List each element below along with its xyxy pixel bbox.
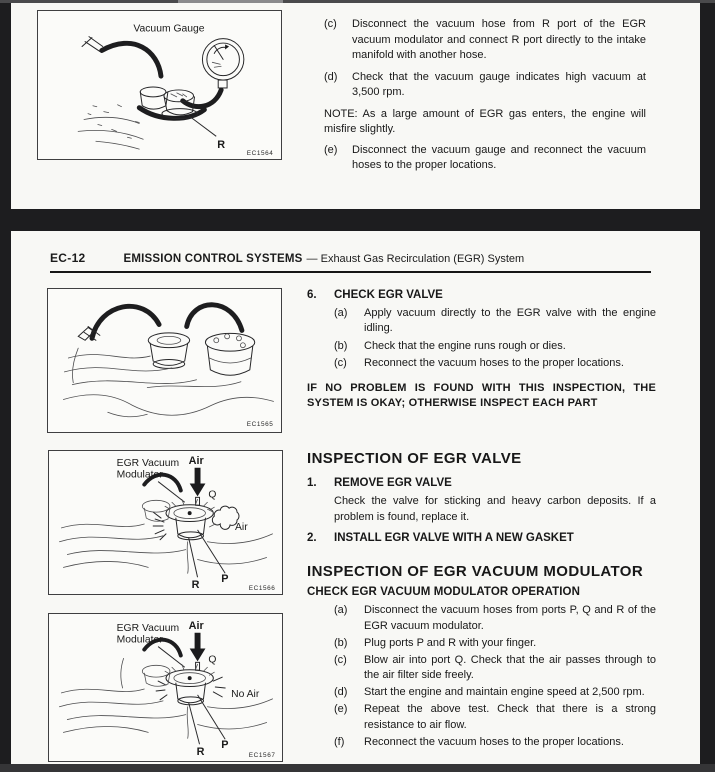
inspection-egr-valve-heading: INSPECTION OF EGR VALVE [307,449,522,467]
egr-valve [148,333,189,369]
item-text: Disconnect the vacuum hose from R port of the EGR vacuum modulator and connect R port directly to the intake manifold with another hose. [352,18,646,61]
item-marker: (c) [334,653,347,666]
figure-egr-valve-check [47,288,282,433]
item-marker: (e) [324,143,338,156]
header-subtitle: — Exhaust Gas Recirculation (EGR) System [306,253,525,265]
item-marker: (c) [334,357,347,369]
scan-edge-strip-bottom [0,764,715,772]
item-text: Repeat the above test. Check that there is a strong resistance to air flow. [364,703,656,731]
list-item [324,143,646,174]
port-label-r: R [196,746,205,759]
list-item [334,685,656,701]
section-6-heading [307,288,656,304]
check-operation-subheading: CHECK EGR VACUUM MODULATOR OPERATION [307,585,580,598]
step-1-heading [307,476,656,492]
port-label-p: P [221,739,229,752]
figure-modulator-air [48,450,283,595]
item-marker: (e) [334,703,348,715]
conclusion-text: IF NO PROBLEM IS FOUND WITH THIS INSPECTION, THE SYSTEM IS OKAY; OTHERWISE INSPECT EACH PART [307,381,656,409]
section-title: CHECK EGR VALVE [334,289,443,301]
air-puff-left [153,512,166,540]
vacuum-gauge-drawing [38,11,281,159]
engine-texture [78,105,143,149]
list-item [324,17,646,64]
port-label-p: P [221,573,229,586]
item-text: Disconnect the vacuum gauge and reconnect the vacuum hoses to the proper locations. [352,143,646,171]
list-item [334,735,656,751]
air-top-label: Air [188,454,204,467]
modulator-label-line2: Modulator [116,634,163,646]
figure-modulator-no-air [48,613,283,762]
figure-vacuum-gauge [37,10,282,160]
item-text: Check that the engine runs rough or dies. [364,339,566,352]
figure-number: EC1565 [246,421,274,429]
list-item [334,356,656,372]
air-top-label: Air [188,619,204,632]
engine-outline [142,500,272,564]
section-number: 6. [307,289,317,301]
port-label-r: R [191,579,200,592]
item-text: Reconnect the vacuum hoses to the proper locations. [364,357,624,369]
list-item [334,702,656,733]
item-marker: (c) [324,18,337,30]
inspection-modulator-heading: INSPECTION OF EGR VACUUM MODULATOR [307,562,644,580]
item-marker: (b) [334,339,348,352]
modulator-label-line1: EGR Vacuum [116,457,180,469]
modulator-label-line2: Modulator [116,469,163,481]
modulator-air-drawing [49,451,282,594]
vacuum-modulator [205,333,254,375]
vacuum-hoses [59,524,185,567]
gauge-icon [202,39,243,88]
step-title: REMOVE EGR VALVE [334,476,452,489]
air-right-label: Air [235,521,248,533]
list-item [334,653,656,684]
vacuum-modulator [165,499,214,573]
item-marker: (d) [324,70,338,83]
list-item [334,603,656,634]
previous-page-fragment [11,3,700,209]
modulator-no-air-drawing [49,614,282,761]
item-text: Apply vacuum directly to the EGR valve with the engine idling. [364,306,656,334]
step-title: INSTALL EGR VALVE WITH A NEW GASKET [334,532,574,544]
step-number: 2. [307,532,317,544]
item-text: Plug ports P and R with your finger. [364,636,537,649]
figure-caption: Vacuum Gauge [133,23,205,35]
item-marker: (f) [334,735,345,748]
no-air-label: No Air [231,688,260,700]
item-marker: (a) [334,306,348,319]
page-header [50,251,651,273]
figure-number: EC1567 [248,752,276,760]
down-arrow-icon [190,468,206,497]
page-code: EC-12 [50,251,86,265]
egr-valve-drawing [48,289,281,432]
port-label-q: Q [208,489,217,501]
list-item [324,70,646,101]
list-item [334,339,656,355]
modulator-items [334,603,656,750]
step-2-heading [307,531,656,547]
port-label-q: Q [208,654,217,666]
step-number: 1. [307,476,317,489]
modulator-label-line1: EGR Vacuum [116,622,180,634]
section-6-items [334,306,656,372]
list-item [334,636,656,652]
item-text: Check that the vacuum gauge indicates high vacuum at 3,500 rpm. [352,70,646,98]
figure-number: EC1564 [246,150,274,158]
item-marker: (d) [334,686,348,698]
procedure-text-column [307,284,656,750]
down-arrow-icon [190,633,206,662]
vacuum-modulator [165,664,214,738]
manual-page-ec12 [11,231,700,764]
port-label-r: R [217,139,226,152]
previous-page-instructions [324,11,646,180]
item-text: Start the engine and maintain engine speed at 2,500 rpm. [364,686,645,698]
list-item [334,306,656,337]
engine-outline [63,348,273,417]
item-marker: (a) [334,604,348,616]
step-1-body: Check the valve for sticking and heavy carbon deposits. If a problem is found, replace it. [334,495,656,523]
header-title: EMISSION CONTROL SYSTEMS [123,253,303,265]
item-marker: (b) [334,636,348,649]
item-text: Disconnect the vacuum hoses from ports P, Q and R of the EGR vacuum modulator. [364,604,656,632]
item-text: Blow air into port Q. Check that the air passes through to the air filter side freely. [364,653,656,681]
item-text: Reconnect the vacuum hoses to the proper locations. [364,735,624,748]
figure-number: EC1566 [248,585,276,593]
note-text: NOTE: As a large amount of EGR gas enters, the engine will misfire slightly. [324,107,646,135]
